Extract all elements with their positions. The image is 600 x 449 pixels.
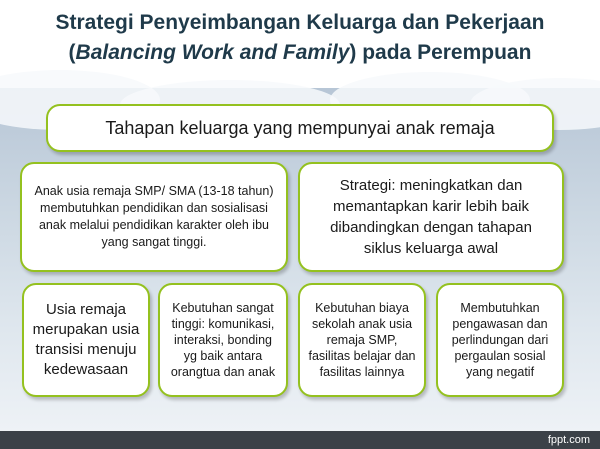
description-box <box>20 162 288 272</box>
title-italic-term: Balancing Work and Family <box>75 41 350 64</box>
bottom-box-4 <box>436 283 564 397</box>
title-paren-open: ( <box>68 41 76 64</box>
bottom-box-3 <box>298 283 426 397</box>
description-box-text: Anak usia remaja SMP/ SMA (13-18 tahun) membutuhkan pendidikan dan sosialisasi anak melalui pendidikan karakter oleh ibu yang sangat tinggi. <box>34 184 274 249</box>
strategy-box <box>298 162 564 272</box>
title-line-2-rest: ) pada Perempuan <box>349 41 532 64</box>
bottom-box-2 <box>158 283 288 397</box>
bottom-box-1 <box>22 283 150 397</box>
footer-bar <box>0 431 600 449</box>
header-box <box>46 104 554 152</box>
bottom-box-4-text: Membutuhkan pengawasan dan perlindungan dari pergaulan sosial yang negatif <box>451 301 549 379</box>
strategy-box-text: Strategi: meningkatkan dan memantapkan karir lebih baik dibandingkan dengan tahapan siklus keluarga awal <box>330 177 532 257</box>
title-line-1: Strategi Penyeimbangan Keluarga dan Pekerjaan <box>55 11 545 34</box>
bottom-box-1-text: Usia remaja merupakan usia transisi menuju kedewasaan <box>32 301 140 378</box>
header-box-text: Tahapan keluarga yang mempunyai anak remaja <box>105 117 495 138</box>
footer-brand: fppt.com <box>547 434 590 446</box>
bottom-box-2-text: Kebutuhan sangat tinggi: komunikasi, interaksi, bonding yg baik antara orangtua dan anak <box>170 301 276 379</box>
title-line-2 <box>0 38 600 68</box>
bottom-box-3-text: Kebutuhan biaya sekolah anak usia remaja SMP, fasilitas belajar dan fasilitas lainnya <box>308 301 416 379</box>
slide-title <box>0 8 600 68</box>
